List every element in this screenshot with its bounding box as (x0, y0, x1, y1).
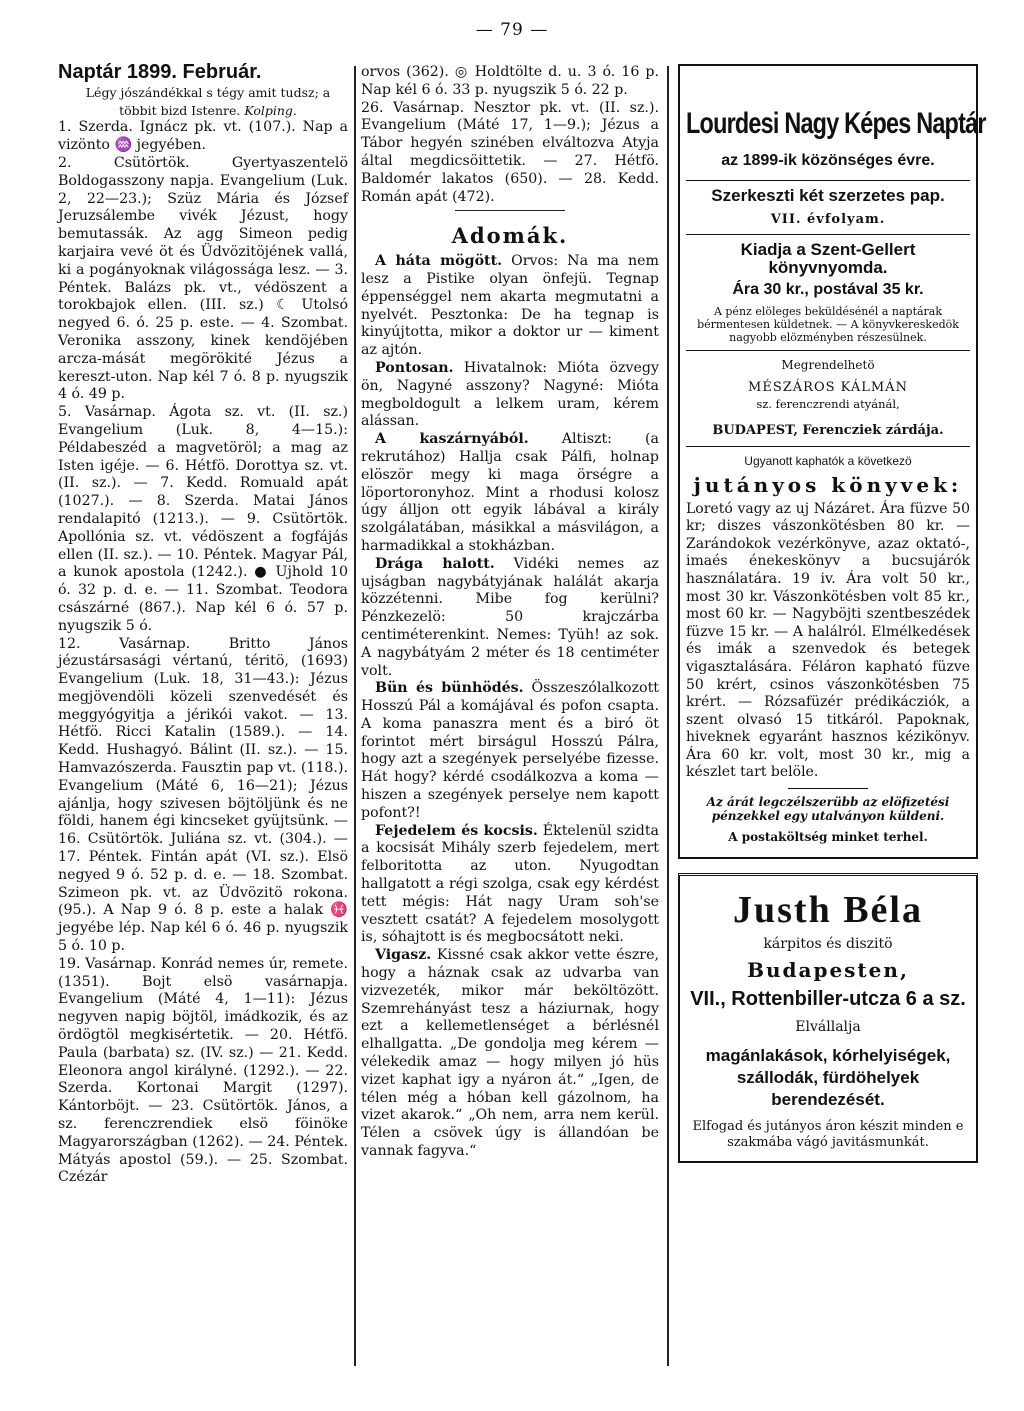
ad2-trade: kárpitos és diszitö (763, 935, 893, 952)
ad-city: BUDAPEST, Ferencziek zárdája. (712, 423, 944, 439)
anecdote-text: Éktelenül szidta a kocsisát Mihály szerb fejedelem, mert felboritotta az uton. Nyugodtan hallgatott a régi szolga, csak egy kérdést tett mégis: Hát nagy Uram soh'se vesztett csatát? A fejedelem mosolygott is, sóhajtott is és megbocsátott neki. (361, 822, 659, 946)
divider (686, 234, 970, 235)
anecdote-list (361, 253, 659, 1161)
calendar-column (58, 61, 348, 1187)
column-rule-1 (354, 66, 356, 1366)
anecdote-text: Altiszt: (a rekrutához) Hallja csak Pálfi, holnap elöször megy ki maga örségre a löportoronyhoz. Mint a rhodusi kolosz úgy álljon ott egyik lábával a király szolgálatában, másikkal a másvilágon, a harmadikkal a stokházban. (361, 431, 659, 554)
ad-price: Ára 30 kr., postával 35 kr. (732, 280, 924, 298)
anecdote (361, 253, 659, 360)
anecdotes-column (361, 64, 659, 1161)
anecdote (361, 680, 659, 822)
anecdote-title: A kaszárnyából. (375, 431, 529, 448)
ad-volume: VII. évfolyam. (770, 211, 886, 227)
ad-books: Loretó vagy az uj Názáret. Ára füzve 50 kr; diszes vászonkötésben 80 kr. — Zarándokok vezérkönyve, azaz oktató-, imaés énekeskönyv a bucsujárók használatára. 19 iv. Ára volt 50 kr., most 30 kr. Vászonkötésben volt 85 kr., most 60 kr. — Nagyböjti szentbeszédek füzve 15 kr. — A halálról. Elmélkedések és imák a szenvedok és betegek vigasztalására. Féláron kapható füzve 50 krért, csinos vászonkötésben 75 krért. — Rózsafüzér prédikácziók, a szent olvasó 15 titkáról. Papoknak, hiveknek egyaránt hasznos kézikönyv. Ára 60 kr. volt, most 30 kr., mig a készlet tart belöle. (686, 500, 970, 781)
calendar-advertisement (678, 64, 986, 859)
calendar-heading: Naptár 1899. Február. (58, 61, 262, 83)
upholsterer-advertisement (678, 873, 978, 1163)
ad-editors: Szerkeszti két szerzetes pap. (711, 185, 945, 205)
anecdote-title: Fejedelem és kocsis. (375, 822, 538, 839)
anecdote (361, 360, 659, 431)
anecdote (361, 823, 659, 948)
divider (455, 210, 565, 211)
calendar-continuation: orvos (362). ◎ Holdtölte d. u. 3 ó. 16 p. Nap kél 6 ó. 33 p. nyugszik 5 ó. 22 p. (361, 64, 659, 98)
anecdote-title: A háta mögött. (375, 253, 503, 270)
ad-order: Megrendelhetö (781, 357, 875, 372)
ad-publisher: Kiadja a Szent-Gellert könyvnyomda. (740, 240, 916, 278)
calendar-continuation: 26. Vasárnap. Nesztor pk. vt. (II. sz.). Evangelium (Máté 17, 1—9.); Jézus a Tábor hegyén szinében elváltozva Atyja által megdicsöittetik. — 27. Hétfö. Baldomér lakatos (650). — 28. Kedd. Román apát (472). (361, 99, 659, 205)
anecdote (361, 556, 659, 681)
motto: Légy jószándékkal s tégy amit tudsz; a többit bizd Istenre. Kolping. (85, 84, 331, 118)
anecdotes-heading: Adomák. (451, 223, 569, 249)
anecdote-title: Drága halott. (375, 555, 495, 572)
ad2-address: VII., Rottenbiller-utcza 6 a sz. (690, 988, 966, 1011)
anecdote (361, 431, 659, 556)
anecdote-title: Vigasz. (375, 947, 432, 964)
ad-books-heading: jutányos könyvek: (693, 472, 963, 497)
calendar-entry: 1. Szerda. Ignácz pk. vt. (107.). Nap a vizönto ♒ jegyében. (58, 119, 348, 154)
calendar-entry: 12. Vasárnap. Britto János jézustársasági vértanú, téritö, (1693) Evangelium (Luk. 18, 31—43.): Jézus megjövendöli közeli szenvedését és meggyógyitja a jérikói vakot. — 13. Hétfö. Ricci Katalin (1589.). — 14. Kedd. Hushagyó. Bálint (II. sz.). — 15. Hamvazószerda. Fausztin pap vt. (118.). Evangelium (Máté 6, 16—21); Jézus ajánlja, hogy szivesen böjtöljünk és ne földi, hanem égi kincseket gyüjtsünk. — 16. Csütörtök. Juliána sz. vt. (304.). — 17. Péntek. Fintán apát (VI. sz.). Elsö negyed 9 ó. 52 p. d. e. — 18. Szombat. Szimeon pk. vt. az Üdvözitö rokona. (95.). A Nap 9 ó. 8 p. este a halak ♓ jegyébe lép. Nap kél 6 ó. 46 p. nyugszik 5 ó. 10 p. (58, 635, 348, 955)
ad2-services: magánlakások, kórhelyiségek, szállodák, fürdöhelyek berendezését. (705, 1046, 951, 1110)
divider (788, 788, 868, 789)
ad-contact-name: MÉSZÁROS KÁLMÁN (748, 379, 908, 395)
anecdote-title: Pontosan. (375, 359, 454, 376)
ad2-undertakes: Elvállalja (795, 1019, 861, 1036)
ad-note: A pénz elöleges beküldésénél a naptárak bérmentesen küldetnek. — A könyvkereskedök nagyobb elözményben részesülnek. (697, 304, 959, 344)
divider (686, 180, 970, 181)
anecdote-text: Vidéki nemes az ujságban nagybátyjának halálát akarja közzétenni. Mibe fog kerülni? Pénzkezelö: 50 krajczárba centiméterenkint. Nemes: Tyüh! az sok. A nagybátyám 2 méter és 18 centiméter volt. (361, 555, 659, 679)
page-number: — 79 — (475, 20, 549, 40)
anecdote (361, 947, 659, 1161)
ad2-city: Budapesten, (747, 957, 909, 982)
anecdote-text: Kissné csak akkor vette észre, hogy a háznak csak az udvarba van vizvezeték, mikor már beköltözött. Szemrehányást tesz a háziurnak, hogy ezt a kellemetlenséget a bérlésnél elhallgatta. „De gondolja meg kérem — vélekedik amaz — hogy milyen jó hüs vizet kaphat igy a nyáron át.“ „Igen, de télen még a hóban kell gázolnom, ha vizet akarok.“ „Oh nem, arra nem kerül. Télen a csövek úgy is állandóan be vannak fagyva.“ (361, 947, 659, 1160)
ad-also: Ugyanott kaphatók a következö (744, 453, 912, 468)
ad-footer: Az árát legczélszerübb az elöfizetési pénzekkel egy utalványon küldeni. (706, 795, 950, 824)
ad2-extra: Elfogad és jutányos áron készit minden e szakmába vágó javitásmunkát. (692, 1119, 964, 1151)
ad-contact-sub: sz. ferenczrendi atyánál, (756, 397, 900, 412)
divider (686, 350, 970, 351)
anecdote-title: Bün és bünhödés. (375, 680, 524, 697)
ad-title: Lourdesi Nagy Képes Naptár (686, 107, 986, 140)
ad-footer-postage: A postaköltség minket terhel. (728, 830, 928, 845)
ad-year: az 1899-ik közönséges évre. (721, 152, 935, 169)
calendar-entry: 19. Vasárnap. Konrád nemes úr, remete. (1351). Bojt elsö vasárnapja. Evangelium (Máté 4, 1—11): Jézus negyven napig böjtöl, imádkozik, és az ördögtöl megkisértetik. — 20. Hétfö. Paula (barbata) sz. (IV. sz.) — 21. Kedd. Eleonora angol királyné. (1292.). — 22. Szerda. Kortonai Margit (1297). Kántorböjt. — 23. Csütörtök. János, a sz. ferenczrendiek elsö föinöke Magyarországban (1262). — 24. Péntek. Mátyás apostol (59.). — 25. Szombat. Czézár (58, 955, 348, 1186)
calendar-entry: 5. Vasárnap. Ágota sz. vt. (II. sz.) Evangelium (Luk. 8, 4—15.): Példabeszéd a magvetöröl; a mag az Isten igéje. — 6. Hétfö. Dorottya sz. vt. (II. sz.). — 7. Kedd. Romuald apát (1027.). — 8. Szerda. Matai János rendalapitó (1213.). — 9. Csütörtök. Apollónia sz. vt. védöszent a fogfájás ellen (II. sz.). — 10. Péntek. Magyar Pál, a kunok apostola (1242.). ● Ujhold 10 ó. 32 p. d. e. — 11. Szombat. Teodora császárné (867.). Nap kél 6 ó. 57 p. nyugszik 5 ó. (58, 404, 348, 634)
anecdote-text: Hivatalnok: Mióta özvegy ön, Nagyné asszony? Nagyné: Mióta megboldogult a lelkem uram, kérem alássan. (361, 359, 659, 430)
divider (686, 446, 970, 447)
anecdote-text: Orvos: Na ma nem lesz a Pistike olyan önfejü. Tegnap éppenséggel nem akarta megmutatni a nyelvét. Pesztonka: De ha tegnap is kinyújtotta, mikor a doktor ur — kiment az ajtón. (361, 253, 659, 359)
advertisement-column (678, 64, 986, 1163)
anecdote-text: Összeszólalkozott Hosszú Pál a komájával és pofon csapta. A koma panaszra ment és a biró öt forintot mért birságul Hosszú Pálra, hogy azt a szegények perselyébe fizesse. Hát hogy? kérdé csodálkozva a koma — hiszen a szegények perselye nem kapott pofont?! (361, 680, 659, 821)
calendar-entry: 2. Csütörtök. Gyertyaszentelö Boldogasszony napja. Evangelium (Luk. 2, 22—23.); Szüz Mária és József Jeruzsálembe vivék Jézust, hogy bemutassák. Az agg Simeon pedig karjaira vevé öt és Üdvözitöjének vallá, ki a pogányoknak világossága lesz. — 3. Péntek. Balázs pk. vt., védöszent a torokbajok ellen. (III. sz.) ☾ Utolsó negyed 6. ó. 25 p. este. — 4. Szombat. Veronika asszony, kinek kendöjében arcza-mását megörökité Jézus a kereszt-uton. Nap kél 7 ó. 8 p. nyugszik 4 ó. 49 p. (58, 154, 348, 403)
column-rule-2 (667, 66, 669, 1366)
ad2-name: Justh Béla (733, 888, 923, 931)
